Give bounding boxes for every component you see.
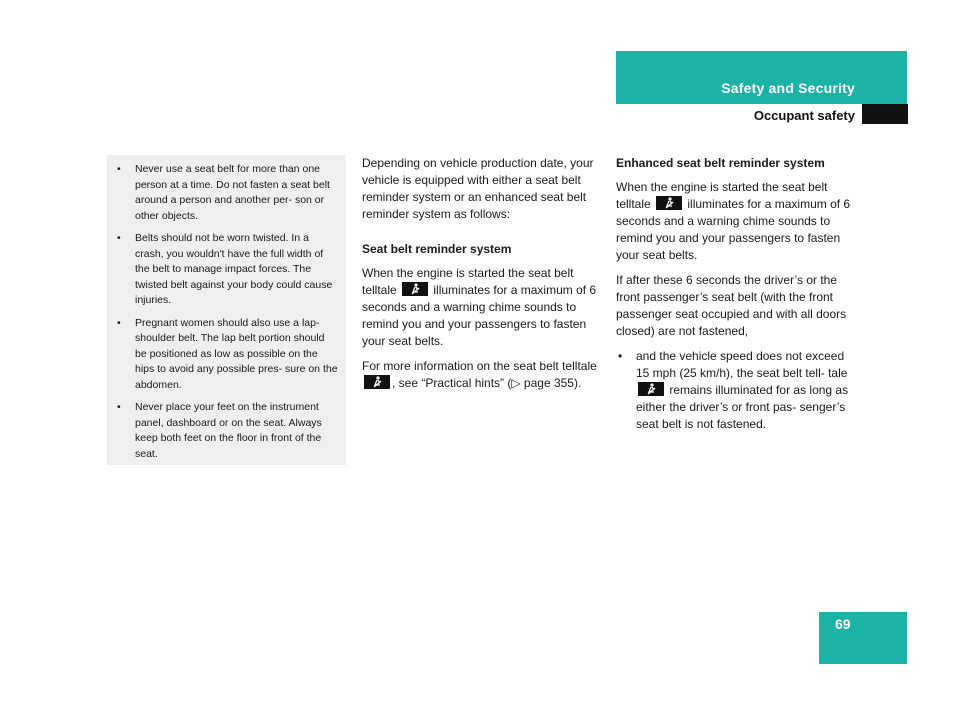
- warning-item: • Belts should not be worn twisted. In a crash, you wouldn't have the full width of the belt to manage impact forces. The twisted belt against your body could cause injuries.: [117, 232, 333, 306]
- subsection-title: Occupant safety: [753, 108, 855, 123]
- condition-list: [616, 348, 860, 433]
- enhanced-paragraph: When the engine is started the seat belt telltale illuminates for a maximum of 6 seconds and a warning chime sounds to remind you and your passengers to fasten your seat belts.: [616, 180, 851, 262]
- warning-list: [107, 155, 346, 462]
- page-number: 69: [835, 616, 851, 632]
- enhanced-reminder-heading: Enhanced seat belt reminder system: [616, 156, 825, 170]
- page-number-box: [819, 612, 907, 664]
- section-tab-marker: [862, 104, 908, 124]
- more-info-paragraph: For more information on the seat belt telltale , see “Practical hints” (▷ page 355).: [362, 359, 597, 390]
- seat-belt-telltale-icon: [638, 382, 664, 396]
- reminder-paragraph: When the engine is started the seat belt telltale illuminates for a maximum of 6 seconds and a warning chime sounds to remind you and your passengers to fasten your seat belts.: [362, 266, 597, 348]
- seat-belt-reminder-heading: Seat belt reminder system: [362, 242, 512, 256]
- warning-box: [107, 155, 346, 465]
- column-two: [362, 155, 602, 400]
- warning-item: • Pregnant women should also use a lap-shoulder belt. The lap belt portion should be positioned as low as possible on the hips to avoid any possible pres- sure on the abdomen.: [117, 316, 338, 391]
- condition-paragraph: If after these 6 seconds the driver’s or the front passenger’s seat belt (with the front passenger seat occupied and with all doors closed) are not fastened,: [616, 273, 847, 338]
- seat-belt-telltale-icon: [656, 196, 682, 210]
- section-title: Safety and Security: [721, 80, 855, 96]
- condition-item: • and the vehicle speed does not exceed 15 mph (25 km/h), the seat belt tell- tale remains illuminated for as long as either the driver’s or front pas- senger’s seat belt is not fastened.: [618, 349, 849, 431]
- intro-paragraph: Depending on vehicle production date, your vehicle is equipped with either a seat belt reminder system or an enhanced seat belt reminder system as follows:: [362, 156, 594, 221]
- header-bar: [616, 51, 907, 104]
- seat-belt-telltale-icon: [364, 375, 390, 389]
- column-three: [616, 155, 860, 433]
- warning-item: • Never use a seat belt for more than one person at a time. Do not fasten a seat belt around a person and another per- son or other objects.: [117, 163, 330, 222]
- seat-belt-telltale-icon: [402, 282, 428, 296]
- warning-item: • Never place your feet on the instrument panel, dashboard or on the seat. Always keep both feet on the floor in front of the seat.: [117, 401, 322, 460]
